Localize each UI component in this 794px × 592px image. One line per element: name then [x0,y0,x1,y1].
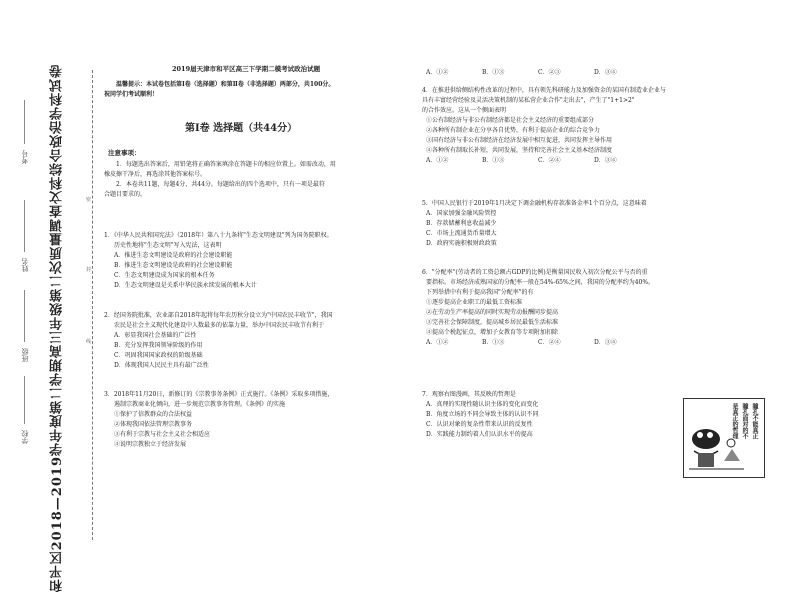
q6-item: ②在劳动生产率提高的同时实现劳动报酬同步提高 [426,309,559,316]
q7-option[interactable]: C．认识对象的复杂性带来认识的反复性 [426,421,533,428]
q6-option-c[interactable]: C．②④ [538,339,561,346]
q1-option[interactable]: D．生态文明建设是关系中华民族永续发展的根本大计 [114,282,257,289]
notice-1b: 橡皮擦干净后，再选涂其他答案标号。 [104,171,207,178]
q6-option-d[interactable]: D．③④ [594,339,617,346]
q5-option[interactable]: D．政府实施积极财政政策 [426,240,497,247]
q3-line: 3．2018年11月20日，新修订的《宗教事务条例》正式施行。《条例》采取多项措施， [104,391,334,398]
q3-item: ①保护了信教群众的合法权益 [114,411,193,418]
q7-option[interactable]: B．角度立场的不同会导致主体的认识不同 [426,411,539,418]
notice-2b: 合题目要求的。 [104,191,147,198]
side-exam-title: 和平区2018—2019学年度第二学期高三年级第二次质量调查文科综合政治学科试卷 [50,64,65,592]
field-name-label: 姓名 [21,258,29,272]
q3-option-c[interactable]: C．②③ [538,69,561,76]
q3-item: ②体现我国依法管理宗教事务 [114,421,193,428]
q2-line: 农民是社会主义现代化建设中人数最多的依靠力量，举办中国农民丰收节有利于 [114,322,325,329]
notices [104,160,390,200]
q3-item: ③有利于宗教与社会主义社会相适应 [114,431,211,438]
q6-option-b[interactable]: B．①③ [482,339,505,346]
q4-item: ③国有经济与非公有制经济在经济发展中相互促进，共同发挥主导作用 [426,137,613,144]
cartoon-caption-3: 是真正的哲理 [731,403,738,439]
field-exam-no-line [24,100,25,144]
q6-line: 下列举措中有利于提高我国"分配率"的有 [426,289,534,296]
question-2 [104,311,390,371]
q3-option-b[interactable]: B．①③ [482,69,505,76]
q1-line: 1．《中华人民共和国宪法》（2018年）第八十九条将"生态文明建设"列为国务院职权。 [104,232,333,239]
notice-title: 注意事项： [108,149,141,157]
q4-item: ①公有制经济与非公有制经济都是社会主义经济的重要组成部分 [426,117,595,124]
q7-option[interactable]: A．真理的实现性随认识主体的变化而变化 [426,401,539,408]
field-school-label: 学校 [21,430,29,444]
field-exam-no-label: 考号 [21,150,29,164]
q4-line: 的合作效应。这从一个侧面表明 [422,107,507,114]
intro-line-2: 祝同学们考试顺利！ [104,91,159,98]
q1-option[interactable]: B．推进生态文明建设是政府的社会建设职能 [114,262,233,269]
question-7 [422,390,680,440]
cartoon-image [683,398,765,478]
q6-line: 要指标。市场经济成熟国家的分配率一般在54%-65%之间，我国的分配率约为40%。 [426,279,655,286]
exam-title: 2019届天津市和平区高三下学期二模考试政治试题 [172,65,321,73]
notice-1: 1．每题选出答案后，用铅笔将正确答案填涂在答题卡的相应位置上。如需改动，用 [116,161,336,168]
field-class-label: 班级 [21,348,29,362]
q2-option[interactable]: D．体现我国人民民主具有最广泛性 [114,362,209,369]
q4-line: 4．在推进供给侧结构性改革的过程中，具有领先科研能力及加强资金的某国有制造业企业与 [422,87,666,94]
binding-margin [0,0,92,592]
q3-option-a[interactable]: A．①② [426,69,449,76]
cartoon-caption-1: 瞳孔不能真正 [751,403,758,439]
q4-item: ②各种所有制企业在分享各自优势，有利于提高企业的综合竞争力 [426,127,601,134]
q4-item: ④各种所有制取长补短，共同发展，坚持和完善社会主义基本经济制度 [426,147,613,154]
q6-item: ①逐步提高企业职工的最低工资标准 [426,299,523,306]
q4-option-c[interactable]: C．②④ [538,157,561,164]
q3-item: ④说明宗教独立于经济发展 [114,441,187,448]
q6-item: ④提高个税起征点，增加子女教育等专项附加扣除 [426,329,559,336]
q2-option[interactable]: C．巩固我国国家政权的阶级基础 [114,352,203,359]
q7-option[interactable]: D．实践能力制约着人们认识水平的提高 [426,431,533,438]
q4-option-b[interactable]: B．①③ [482,157,505,164]
q1-option[interactable]: A．推进生态文明建设是政府的社会建设职能 [114,252,233,259]
line-mark: 线 [86,339,92,345]
q5-option[interactable]: A．国家加强金融风险管控 [426,210,497,217]
question-3 [104,390,390,450]
q3-option-d[interactable]: D．③④ [594,69,617,76]
field-school-line [24,376,25,424]
section-title: 第Ⅰ卷 选择题（共44分） [185,123,298,134]
q1-line: 历史性地将"生态文明"写入宪法，这表明 [114,242,222,249]
q5-option[interactable]: C．市场上流通货币量增大 [426,230,497,237]
notice-2: 2．本卷共11题，每题4分，共44分。每题给出的四个选项中，只有一项是最符 [116,181,325,188]
question-6 [422,268,722,348]
seal-mark: 密 [86,197,92,203]
question-4 [422,86,722,166]
question-1 [104,231,390,291]
q4-option-a[interactable]: A．①② [426,157,449,164]
q4-line: 具有丰富经营经验及灵活决策机制的某私营企业合作"走出去"，产生了"1+1>2" [422,97,635,104]
q5-option[interactable]: B．存款储蓄利息收益减少 [426,220,497,227]
q2-option[interactable]: B．充分发挥我国领导阶级的作用 [114,342,203,349]
field-name-line [24,200,25,252]
intro [104,80,390,100]
intro-line-1: 温馨提示：本试卷包括第Ⅰ卷（选择题）和第Ⅱ卷（非选择题）两部分，共100分。 [116,81,335,88]
q6-option-a[interactable]: A．①② [426,339,449,346]
q3-options [422,68,722,78]
q4-option-d[interactable]: D．③④ [594,157,617,164]
bind-mark: 封 [86,267,92,273]
q6-item: ③完善社会保障制度，提高城乡居民最低生活标准 [426,319,559,326]
q6-line: 6．"分配率"(劳动者的工资总额占GDP的比例)是衡量国民收入初次分配公平与否的重 [422,269,648,276]
q5-line: 5．中国人民银行于2019年1月决定下调金融机构存款准备金率1个百分点，这意味着 [422,200,647,207]
q2-line: 2．经国务院批准，农业部自2018年起将每年农历秋分设立为"中国农民丰收节"，我国 [104,312,333,319]
seal-line [92,70,93,540]
q3-line: 遏制宗教商业化倾向，进一步规范宗教事务管理。《条例》的实施 [114,401,286,408]
q2-option[interactable]: A．彰显我国社会基础的广泛性 [114,332,197,339]
cartoon-caption-2: 瞳孔面对的不 [741,403,748,439]
question-5 [422,199,722,249]
q1-option[interactable]: C．生态文明建设成为国家的根本任务 [114,272,215,279]
q7-line: 7．观察右图漫画，其反映的哲理是 [422,391,516,398]
field-class-line [24,290,25,342]
